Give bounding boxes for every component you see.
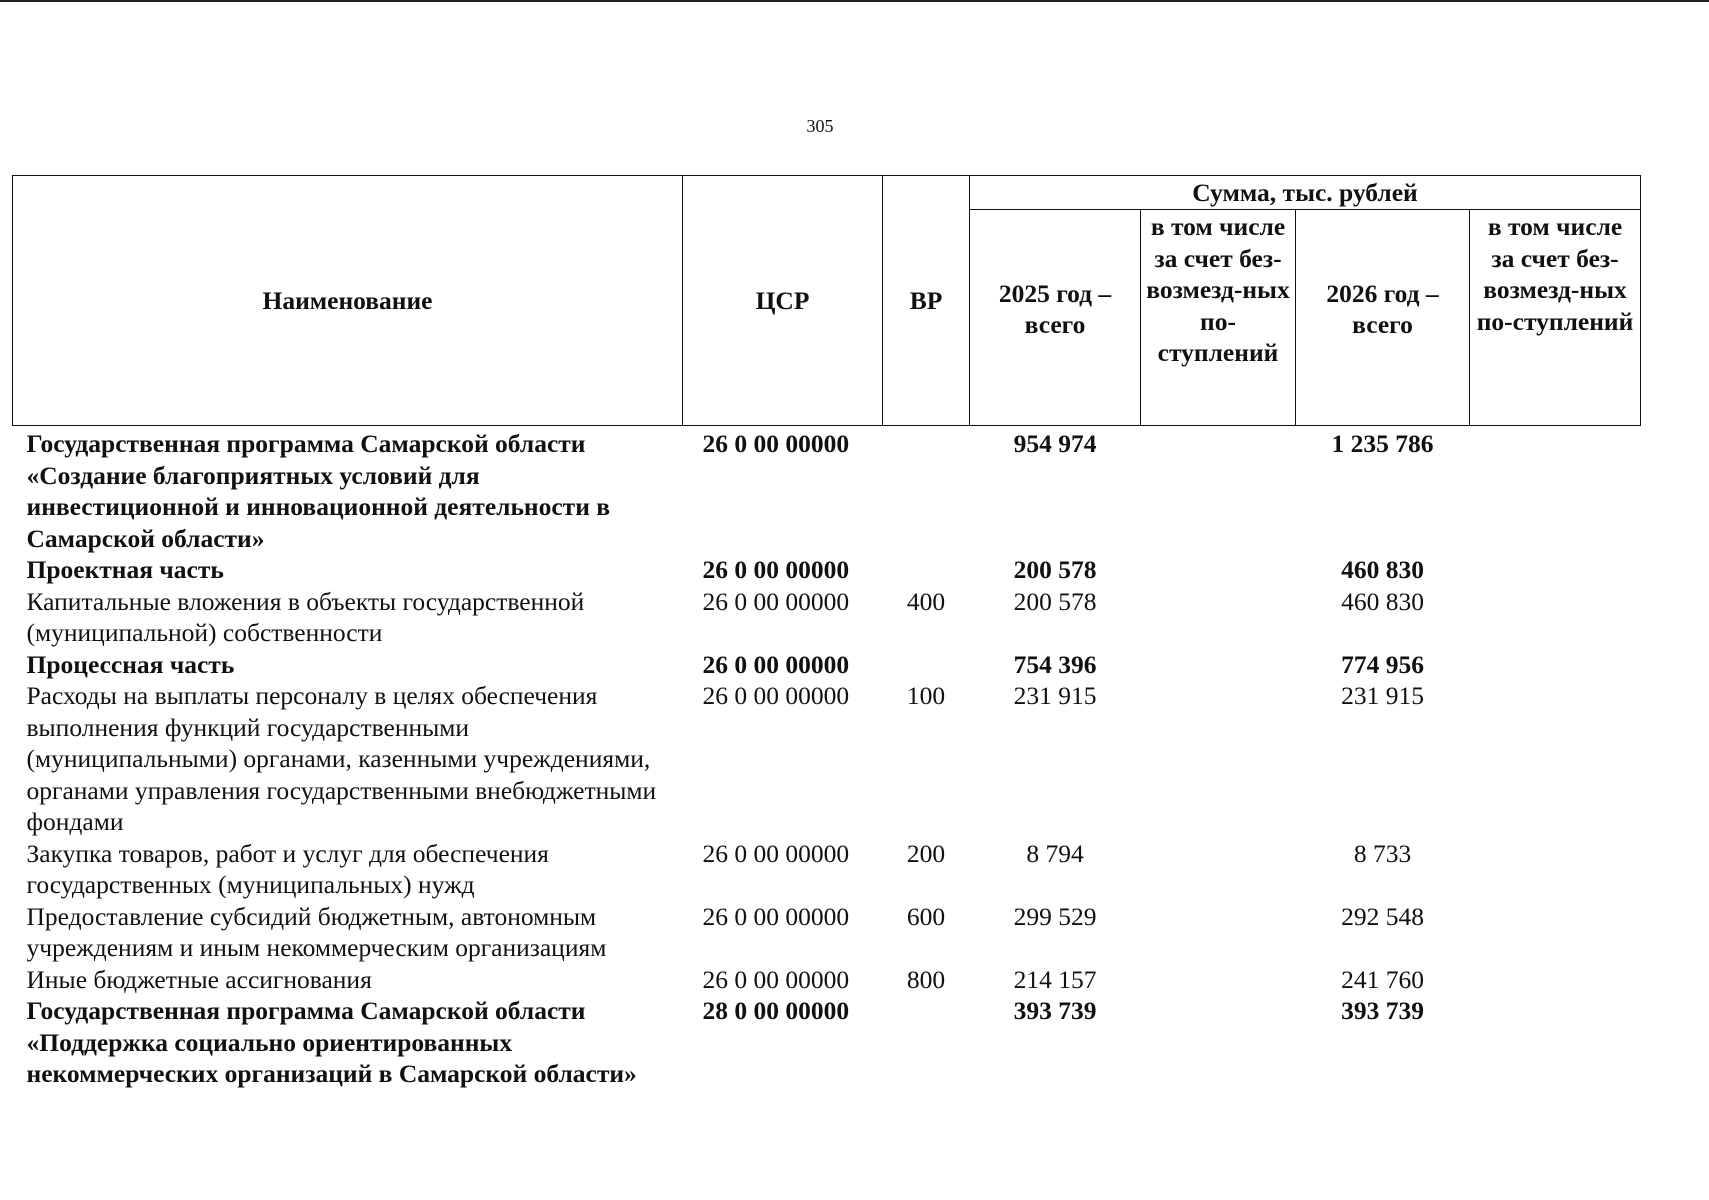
cell-2026-free	[1470, 426, 1641, 555]
header-csr: ЦСР	[683, 176, 883, 426]
cell-vr: 100	[906, 681, 946, 710]
cell-csr: 26 0 00 00000	[702, 838, 850, 868]
cell-name: Расходы на выплаты персоналу в целях обеспечения выполнения функций государственными (муниципальными) органами, казенными учреждениями, органами управления государственными внебюджетными фондами	[26, 681, 657, 836]
cell-csr: 28 0 00 00000	[702, 996, 850, 1025]
cell-2026-total: 8 733	[1353, 838, 1412, 868]
cell-name: Государственная программа Самарской области «Поддержка социально ориентированных некоммерческих организаций в Самарской области»	[26, 996, 637, 1088]
cell-2025-total: 393 739	[1013, 996, 1097, 1025]
budget-table	[12, 175, 1641, 1090]
cell-name: Процессная часть	[26, 649, 235, 679]
cell-2026-free	[1470, 995, 1641, 1090]
cell-2026-free	[1470, 554, 1641, 586]
cell-2025-free	[1141, 680, 1296, 838]
cell-2026-free	[1470, 680, 1641, 838]
cell-csr: 26 0 00 00000	[702, 901, 850, 931]
table-header	[13, 176, 1641, 426]
header-row-1	[13, 176, 1641, 210]
cell-2025-free	[1141, 554, 1296, 586]
cell-2026-total: 460 830	[1341, 555, 1424, 584]
cell-2025-total: 954 974	[1013, 429, 1097, 458]
cell-name: Иные бюджетные ассигнования	[26, 964, 372, 994]
cell-2026-total: 241 760	[1341, 964, 1424, 994]
table-row	[13, 586, 1641, 649]
cell-name: Капитальные вложения в объекты государственной (муниципальной) собственности	[26, 586, 585, 647]
cell-csr: 26 0 00 00000	[702, 555, 850, 584]
cell-2026-total: 460 830	[1341, 586, 1424, 616]
cell-2025-free	[1141, 901, 1296, 964]
cell-2026-free	[1470, 964, 1641, 996]
header-2026-total: 2026 год – всего	[1296, 210, 1470, 426]
cell-2026-free	[1470, 649, 1641, 681]
cell-2025-total: 200 578	[1013, 586, 1097, 616]
cell-csr: 26 0 00 00000	[702, 964, 850, 994]
header-2026-free: в том числе за счет без-возмезд-ных по-ступлений	[1470, 210, 1641, 426]
cell-2025-total: 299 529	[1013, 901, 1097, 931]
header-2025-free: в том числе за счет без-возмезд-ных по-ступлений	[1141, 210, 1296, 426]
table-row	[13, 554, 1641, 586]
cell-2025-free	[1141, 586, 1296, 649]
table-row	[13, 995, 1641, 1090]
cell-vr	[883, 995, 970, 1090]
header-sum-group: Сумма, тыс. рублей	[970, 176, 1641, 210]
cell-2025-free	[1141, 964, 1296, 996]
cell-2025-free	[1141, 838, 1296, 901]
cell-2026-total: 231 915	[1341, 681, 1424, 710]
page-number: 305	[806, 116, 834, 136]
cell-2025-total: 231 915	[1013, 681, 1097, 710]
header-name: Наименование	[13, 176, 683, 426]
cell-csr: 26 0 00 00000	[702, 429, 850, 458]
cell-2026-free	[1470, 586, 1641, 649]
table-row	[13, 680, 1641, 838]
cell-2026-total: 1 235 786	[1331, 429, 1434, 458]
table-row	[13, 426, 1641, 555]
cell-2026-total: 393 739	[1341, 996, 1424, 1025]
cell-name: Предоставление субсидий бюджетным, автономным учреждениям и иным некоммерческим организациям	[26, 901, 607, 962]
cell-vr	[883, 554, 970, 586]
cell-vr: 800	[906, 964, 946, 994]
cell-vr: 200	[906, 838, 946, 868]
cell-csr: 26 0 00 00000	[702, 649, 850, 679]
cell-2025-free	[1141, 649, 1296, 681]
table-row	[13, 964, 1641, 996]
cell-name: Государственная программа Самарской области «Создание благоприятных условий для инвестиционной и инновационной деятельности в Самарской области»	[26, 429, 611, 553]
table-row	[13, 901, 1641, 964]
cell-csr: 26 0 00 00000	[702, 586, 850, 616]
table-row	[13, 838, 1641, 901]
cell-2025-total: 754 396	[1013, 649, 1097, 679]
cell-2026-total: 774 956	[1341, 649, 1424, 679]
cell-csr: 26 0 00 00000	[702, 681, 850, 710]
table-row	[13, 649, 1641, 681]
cell-name: Проектная часть	[26, 555, 224, 584]
top-rule	[0, 0, 1709, 2]
cell-vr: 400	[906, 586, 946, 616]
cell-2025-free	[1141, 426, 1296, 555]
header-2025-total: 2025 год – всего	[970, 210, 1141, 426]
cell-vr: 600	[906, 901, 946, 931]
cell-name: Закупка товаров, работ и услуг для обеспечения государственных (муниципальных) нужд	[26, 838, 549, 899]
cell-2025-total: 8 794	[1026, 838, 1084, 868]
table-body	[13, 426, 1641, 1090]
cell-vr	[883, 426, 970, 555]
cell-2026-total: 292 548	[1341, 901, 1424, 931]
cell-2025-total: 214 157	[1013, 964, 1097, 994]
cell-2026-free	[1470, 838, 1641, 901]
cell-2025-total: 200 578	[1013, 555, 1097, 584]
cell-vr	[883, 649, 970, 681]
cell-2026-free	[1470, 901, 1641, 964]
header-vr: ВР	[883, 176, 970, 426]
cell-2025-free	[1141, 995, 1296, 1090]
